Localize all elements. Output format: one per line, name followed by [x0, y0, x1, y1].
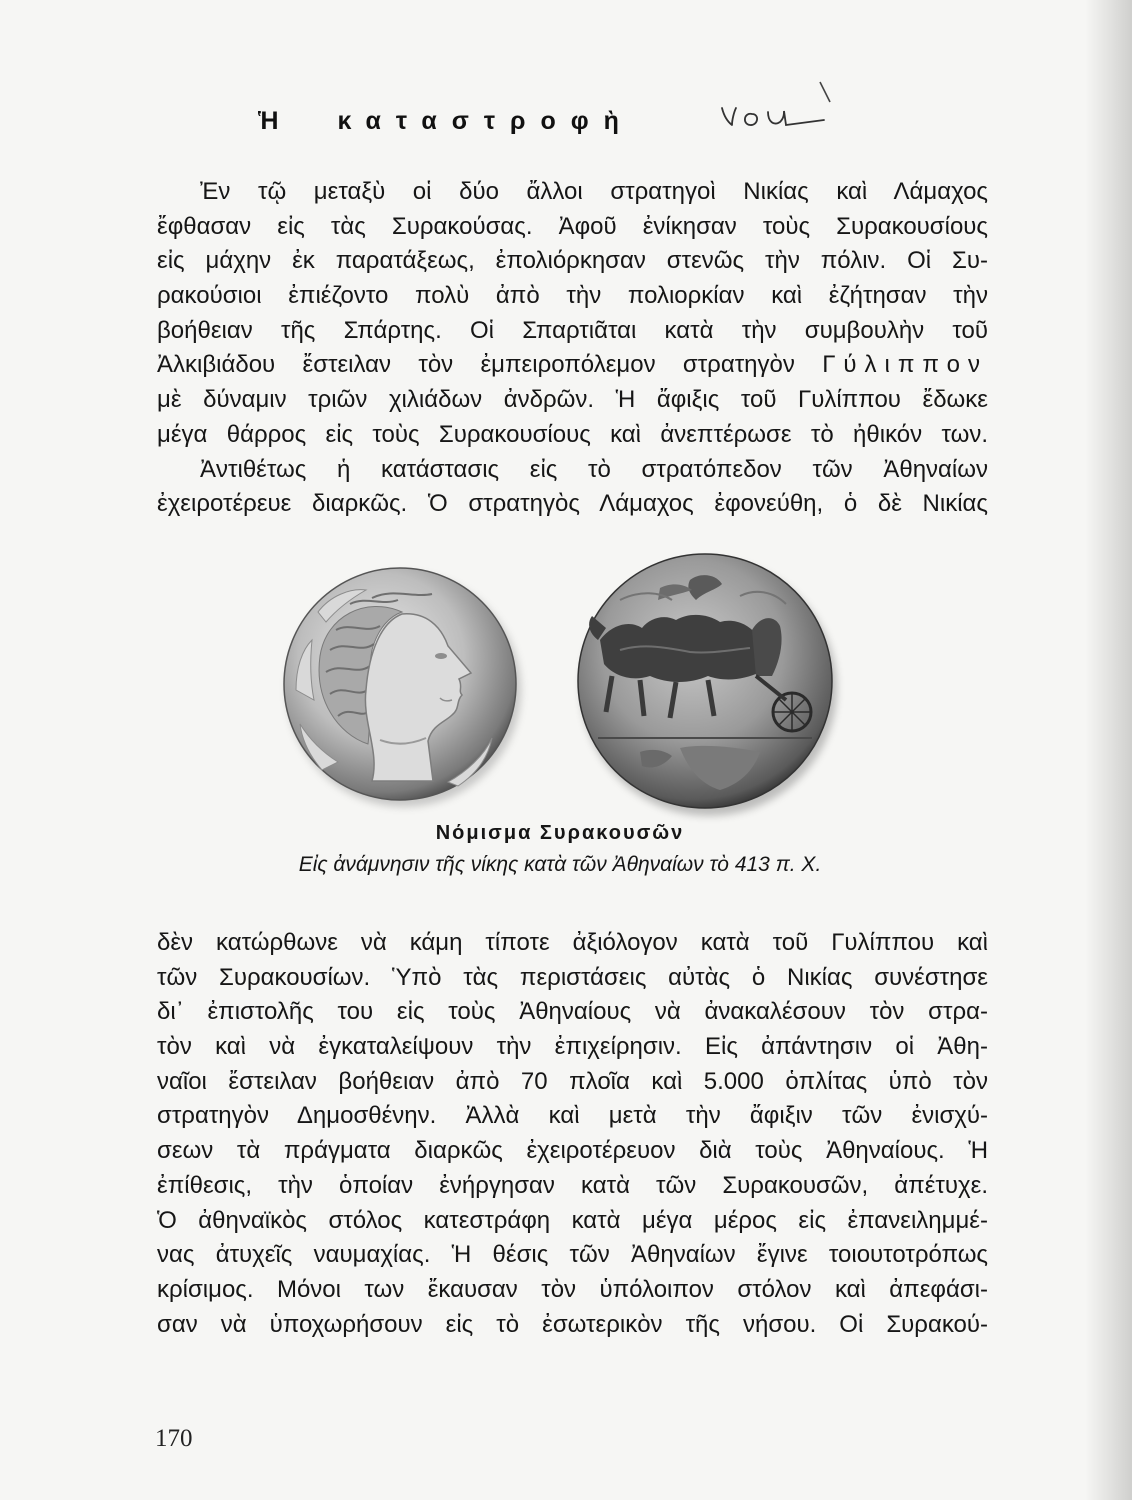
text-line: ἔφθασαν εἰς τὰς Συρακούσας. Ἀφοῦ ἐνίκησαν τοὺς Συρακουσίους	[157, 212, 988, 240]
text-line: δι᾿ ἐπιστολῆς του εἰς τοὺς Ἀθηναίους νὰ ἀνακαλέσουν τὸν στρα-	[157, 998, 988, 1026]
text-line: στρατηγὸν Δημοσθένην. Ἀλλὰ καὶ μετὰ τὴν ἄφιξιν τῶν ἐνισχύ-	[157, 1102, 988, 1130]
text-line-segment: Ἀλκιβιάδου ἔστειλαν τὸν ἐμπειροπόλεμον στρατηγὸν	[157, 351, 823, 379]
figure-caption-text: Εἰς ἀνάμνησιν τῆς νίκης κατὰ τῶν Ἀθηναίων τὸ 413 π. Χ.	[298, 853, 822, 876]
text-line: μέγα θάρρος εἰς τοὺς Συρακουσίους καὶ ἀνεπτέρωσε τὸ ἠθικόν των.	[157, 420, 988, 448]
text-line: Ἐν τῷ μεταξὺ οἱ δύο ἄλλοι στρατηγοὶ Νικίας καὶ Λάμαχος	[200, 178, 988, 205]
text-line: σαν νὰ ὑποχωρήσουν εἰς τὸ ἐσωτερικὸν τῆς νήσου. Οἱ Συρακού-	[157, 1310, 988, 1338]
section-title: Ἡ καταστροφὴ	[258, 107, 634, 135]
text-line: κρίσιμος. Μόνοι των ἔκαυσαν τὸν ὑπόλοιπον στόλον καὶ ἀπεφάσι-	[157, 1275, 988, 1303]
handwritten-annotation	[712, 78, 842, 138]
coin-illustration	[270, 540, 850, 830]
text-line: τῶν Συρακουσίων. Ὑπὸ τὰς περιστάσεις αὐτὰς ὁ Νικίας συνέστησε	[157, 963, 988, 991]
text-line: ἐχειροτέρευε διαρκῶς. Ὁ στρατηγὸς Λάμαχος ἐφονεύθη, ὁ δὲ Νικίας	[157, 490, 988, 518]
text-line: σεων τὰ πράγματα διαρκῶς ἐχειροτέρευον διὰ τοὺς Ἀθηναίους. Ἡ	[157, 1137, 988, 1165]
text-line: τὸν καὶ νὰ ἐγκαταλείψουν τὴν ἐπιχείρησιν. Εἰς ἀπάντησιν οἱ Ἀθη-	[157, 1033, 988, 1061]
text-line: εἰς μάχην ἐκ παρατάξεως, ἐπολιόρκησαν στενῶς τὴν πόλιν. Οἱ Συ-	[157, 247, 988, 275]
coin-reverse	[578, 554, 837, 816]
coin-obverse	[284, 568, 521, 807]
text-line: ἐπίθεσις, τὴν ὁποίαν ἐνήργησαν κατὰ τῶν Συρακουσῶν, ἀπέτυχε.	[157, 1171, 988, 1199]
emphasized-name: Γύλιππον	[822, 351, 988, 379]
page-number: 170	[155, 1425, 193, 1452]
text-line: ρακούσιοι ἐπιέζοντο πολὺ ἀπὸ τὴν πολιορκίαν καὶ ἐζήτησαν τὴν	[157, 282, 988, 310]
text-line: δὲν κατώρθωνε νὰ κάμη τίποτε ἀξιόλογον κατὰ τοῦ Γυλίππου καὶ	[157, 929, 988, 956]
text-line: ναῖοι ἔστειλαν βοήθειαν ἀπὸ 70 πλοῖα καὶ 5.000 ὁπλίτας ὑπὸ τὸν	[157, 1067, 988, 1095]
text-line	[157, 348, 988, 383]
text-line: Ἀντιθέτως ἡ κατάστασις εἰς τὸ στρατόπεδον τῶν Ἀθηναίων	[200, 455, 988, 483]
text-line: νας ἀτυχεῖς ναυμαχίας. Ἡ θέσις τῶν Ἀθηναίων ἔγινε τοιουτοτρόπως	[157, 1241, 988, 1269]
text-line: βοήθειαν τῆς Σπάρτης. Οἱ Σπαρτιᾶται κατὰ τὴν συμβουλὴν τοῦ	[157, 316, 988, 344]
text-line: Ὁ ἀθηναϊκὸς στόλος κατεστράφη κατὰ μέγα μέρος εἰς ἐπανειλημμέ-	[157, 1206, 988, 1234]
paragraph-2	[157, 926, 988, 1342]
text-line: μὲ δύναμιν τριῶν χιλιάδων ἀνδρῶν. Ἡ ἄφιξις τοῦ Γυλίππου ἔδωκε	[157, 386, 988, 414]
figure-caption-title: Νόμισμα Συρακουσῶν	[435, 822, 685, 844]
paragraph-1	[157, 175, 988, 522]
